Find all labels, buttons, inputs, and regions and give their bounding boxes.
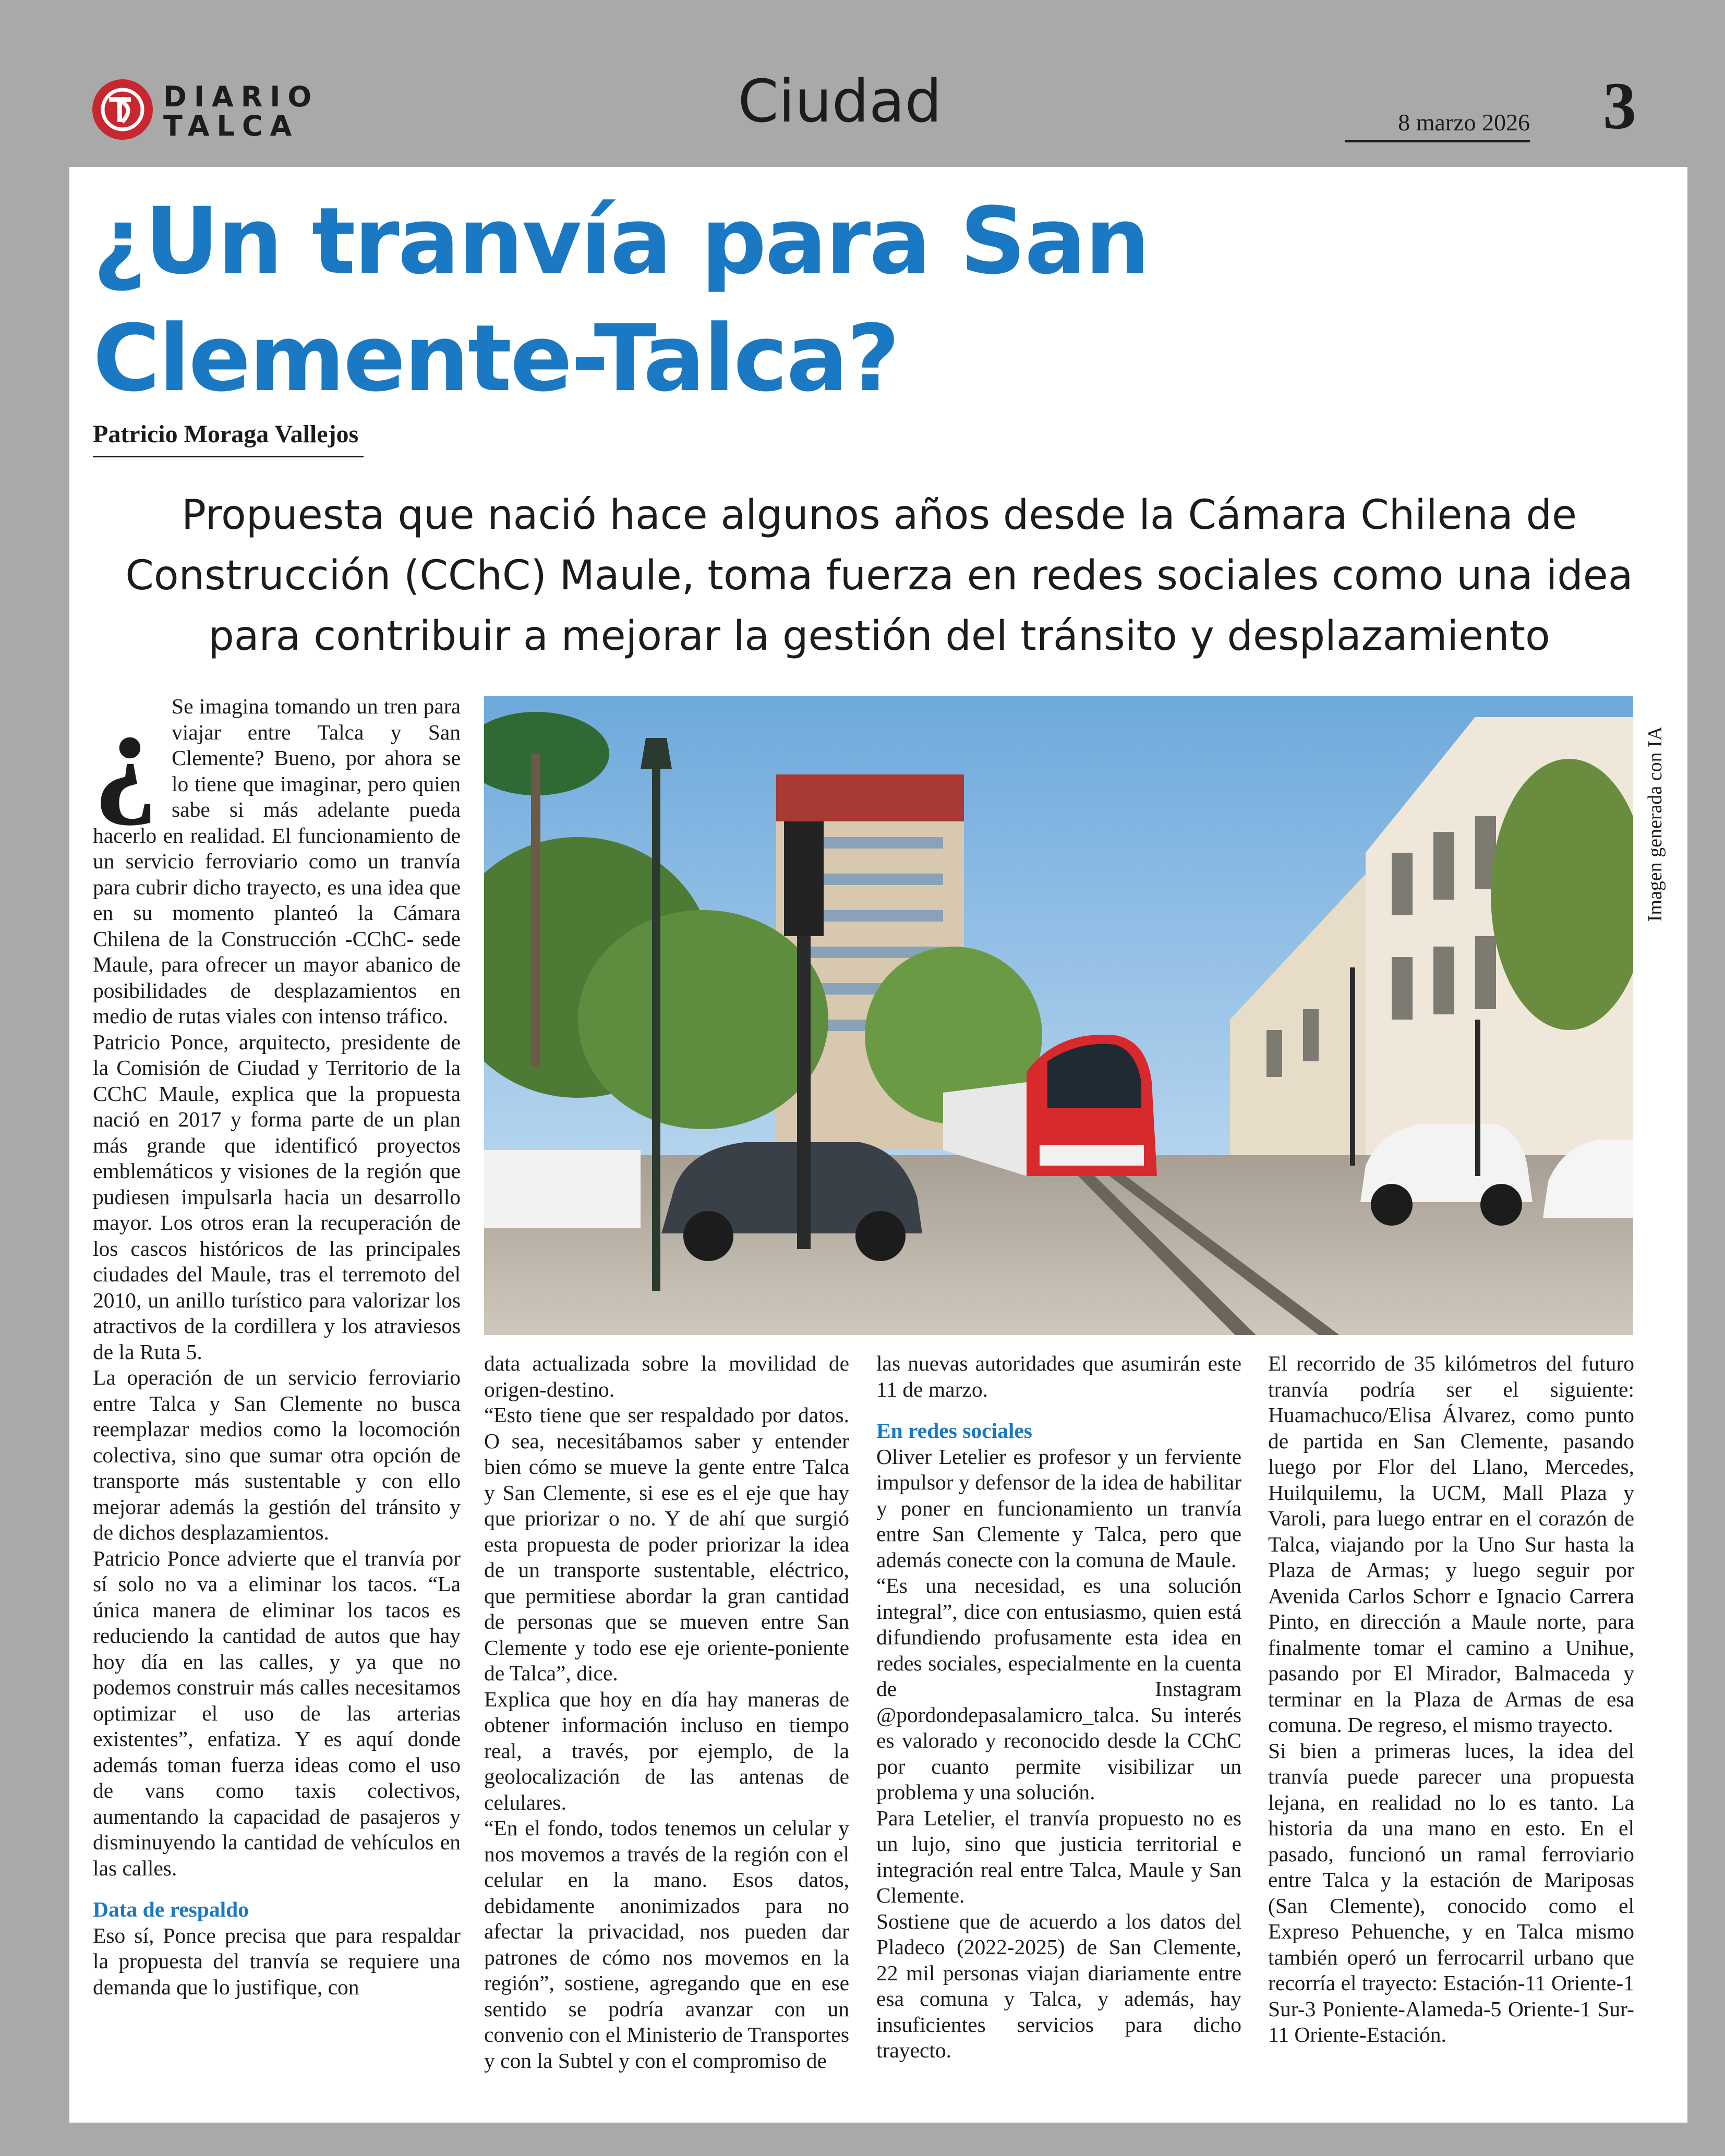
paragraph: las nuevas autoridades que asumirán este 11 de marzo. xyxy=(876,1351,1241,1401)
issue-date: 8 marzo 2026 xyxy=(1345,108,1530,142)
paragraph: La operación de un servicio ferroviario entre Talca y San Clemente no busca reemplazar medios como la locomoción colectiva, sino que sumar otra opción de transporte más sustentable y con ello mejorar además la gestión del tránsito y de dichos desplazamientos. xyxy=(93,1365,461,1544)
paragraph: “Es una necesidad, es una solución integral”, dice con entusiasmo, quien está difundiendo profusamente esta idea en redes sociales, especialmente en la cuenta de Instagram @pordondepasalamicro_talca. Su interés es valorado y reconocido desde la CChC por cuanto permite visibilizar un problema y una solución. xyxy=(876,1573,1241,1804)
author-byline: Patricio Moraga Vallejos xyxy=(93,420,364,457)
paragraph: Se imagina tomando un tren para viajar entre Talca y San Clemente? Bueno, por ahora se lo tiene que imaginar, pero quien sabe si más adelante pueda hacerlo en realidad. El funcionamiento de un servicio ferroviario como un tranvía para cubrir dicho trayecto, es una idea que en su momento planteó la Cámara Chilena de la Construcción -CChC- sede Maule, para ofrecer un mayor abanico de posibilidades de desplazamientos en medio de rutas viales con intenso tráfico. xyxy=(93,694,461,1028)
page-number: 3 xyxy=(1603,69,1636,143)
article-deck: Propuesta que nació hace algunos años desde la Cámara Chilena de Construcción (CChC) Maule, toma fuerza en redes sociales como una idea para contribuir a mejorar la gestión del tránsito y desplazamiento xyxy=(125,492,1633,660)
column-2 xyxy=(484,1351,849,2074)
logo-icon xyxy=(91,78,154,141)
subheading-data-de-respaldo: Data de respaldo xyxy=(93,1897,249,1921)
photo-credit-text: Imagen generada con IA xyxy=(1644,726,1666,922)
subheading-en-redes-sociales: En redes sociales xyxy=(876,1419,1032,1443)
logo-line-talca: TALCA xyxy=(163,110,299,142)
tram-photo xyxy=(484,696,1633,1335)
paragraph: Oliver Letelier es profesor y un ferviente impulsor y defensor de la idea de habilitar y poner en funcionamiento un tranvía entre San Clemente y Talca, pero que además conecte con la comuna de Maule. xyxy=(876,1444,1241,1572)
section-name: Ciudad xyxy=(738,68,942,136)
paragraph: “Esto tiene que ser respaldado por datos. O sea, necesitábamos saber y entender bien cómo se mueve la gente entre Talca y San Clemente, si ese es el eje que hay que priorizar o no. Y de ahí que surgió esta propuesta de poder priorizar la idea de un transporte sustentable, eléctrico, que permitiese abordar la gran cantidad de personas que se mueven entre San Clemente y todo ese eje oriente-poniente de Talca”, dice. xyxy=(484,1403,849,1685)
column-1 xyxy=(93,683,461,2000)
paragraph: “En el fondo, todos tenemos un celular y nos movemos a través de la región con el celular en la mano. Esos datos, debidamente anonimizados para no afectar la privacidad, nos pueden dar patrones de cómo nos movemos en la región”, sostiene, agregando que en ese sentido se podría avanzar con un convenio con el Ministerio de Transportes y con la Subtel y con el compromiso de xyxy=(484,1816,849,2073)
paragraph: Explica que hoy en día hay maneras de obtener información incluso en tiempo real, a través, por ejemplo, de la geolocalización de las antenas de celulares. xyxy=(484,1687,849,1814)
diario-talca-logo[interactable] xyxy=(91,78,319,146)
article-page xyxy=(69,167,1687,2123)
masthead xyxy=(0,0,1725,167)
paragraph: Sostiene que de acuerdo a los datos del Pladeco (2022-2025) de San Clemente, 22 mil personas viajan diariamente entre esa comuna y Talca, y además, hay insuficientes servicios para dicho trayecto. xyxy=(876,1909,1241,2062)
logo-text xyxy=(163,82,319,141)
logo-line-diario: DIARIO xyxy=(163,80,319,113)
paragraph: Eso sí, Ponce precisa que para respaldar la propuesta del tranvía se requiere una demanda que lo justifique, con xyxy=(93,1923,461,1999)
article-headline: ¿Un tranvía para San Clemente-Talca? xyxy=(93,188,1149,412)
paragraph: Para Letelier, el tranvía propuesto no es un lujo, sino que justicia territorial e integración real entre Talca, Maule y San Clemente. xyxy=(876,1806,1241,1907)
column-3 xyxy=(876,1351,1241,2064)
paragraph: El recorrido de 35 kilómetros del futuro tranvía podría ser el siguiente: Huamachuco/Elisa Álvarez, como punto de partida en San Clemente, pasando luego por Flor del Llano, Mercedes, Huilquilemu, la UCM, Mall Plaza y Varoli, para luego entrar en el corazón de Talca, viajando por la Uno Sur hasta la Plaza de Armas; y luego seguir por Avenida Carlos Schorr e Ignacio Carrera Pinto, en dirección a Maule norte, para finalmente tomar el camino a Unihue, pasando por El Mirador, Balmaceda y terminar en la Plaza de Armas de esa comuna. De regreso, el mismo trayecto. xyxy=(1268,1351,1634,1737)
paragraph: Si bien a primeras luces, la idea del tranvía puede parecer una propuesta lejana, en realidad no lo es tanto. La historia da una mano en esto. En el pasado, funcionó un ramal ferroviario entre Talca y la estación de Mariposas (San Clemente), conocido como el Expreso Pehuenche, y en Talca mismo también operó un ferrocarril urbano que recorría el trayecto: Estación-11 Oriente-1 Sur-3 Poniente-Alameda-5 Oriente-1 Sur-11 Oriente-Estación. xyxy=(1268,1738,1634,2046)
paragraph: Patricio Ponce, arquitecto, presidente de la Comisión de Ciudad y Territorio de la CChC Maule, explica que la propuesta nació en 2017 y forma parte de un plan más grande que identificó proyectos emblemáticos y visiones de la región que pudiesen impulsarla hacia un desarrollo mayor. Los otros eran la recuperación de los cascos históricos de las principales ciudades del Maule, tras el terremoto del 2010, un anillo turístico para valorizar los atractivos de la cordillera y los atraviesos de la Ruta 5. xyxy=(93,1029,461,1364)
tram-illustration xyxy=(484,696,1633,1335)
column-4 xyxy=(1268,1351,1634,2048)
photo-credit xyxy=(1639,709,1671,939)
paragraph: Patricio Ponce advierte que el tranvía por sí solo no va a eliminar los tacos. “La única manera de eliminar los tacos es reduciendo la cantidad de autos que hay hoy día en las calles, y ya que no podemos construir más calles necesitamos optimizar el uso de las arterias existentes”, enfatiza. Y es aquí donde además toman fuerza ideas como el uso de vans como taxis colectivos, aumentando la capacidad de pasajeros y disminuyendo la cantidad de vehículos en las calles. xyxy=(93,1546,461,1880)
drop-cap: ¿ xyxy=(93,683,158,827)
paragraph: data actualizada sobre la movilidad de origen-destino. xyxy=(484,1351,849,1401)
